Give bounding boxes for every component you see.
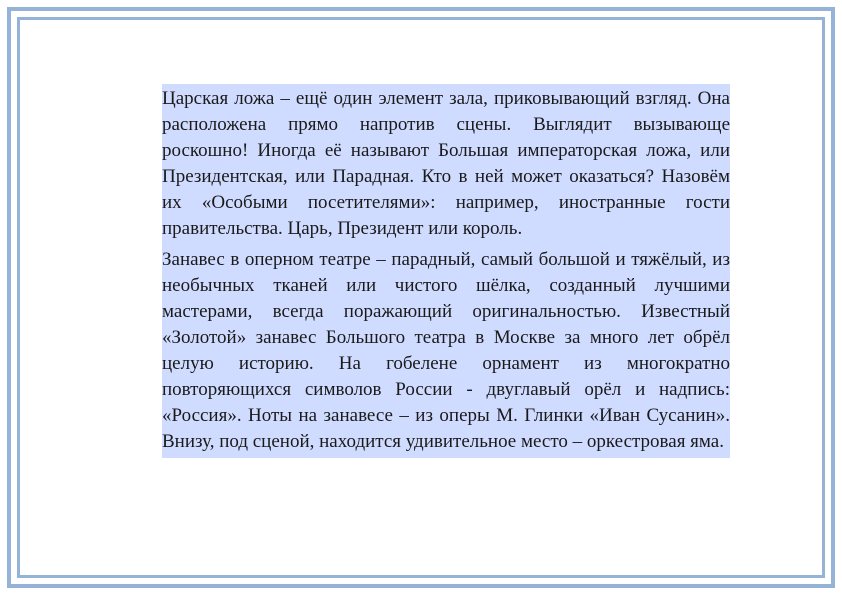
paragraph-zanaves: Занавес в оперном театре – парадный, самый большой и тяжёлый, из необычных тканей или чистого шёлка, созданный лучшими мастерами, всегда поражающий оригинальностью. Известный «Золотой» занавес Большого театра в Москве за много лет обрёл целую историю. На гобелене орнамент из многократно повторяющихся символов России - двуглавый орёл и надпись: «Россия». Ноты на занавесе – из оперы М. Глинки «Иван Сусанин». Внизу, под сценой, находится удивительное место – оркестровая яма.	[162, 249, 730, 452]
highlighted-text-block	[162, 84, 730, 458]
paragraph-tsarskaya-lozha: Царская ложа – ещё один элемент зала, приковывающий взгляд. Она расположена прямо напротив сцены. Выглядит вызывающе роскошно! Иногда её называют Большая императорская ложа, или Президентская, или Парадная. Кто в ней может оказаться? Назовём их «Особыми посетителями»: например, иностранные гости правительства. Царь, Президент или король.	[162, 88, 730, 239]
